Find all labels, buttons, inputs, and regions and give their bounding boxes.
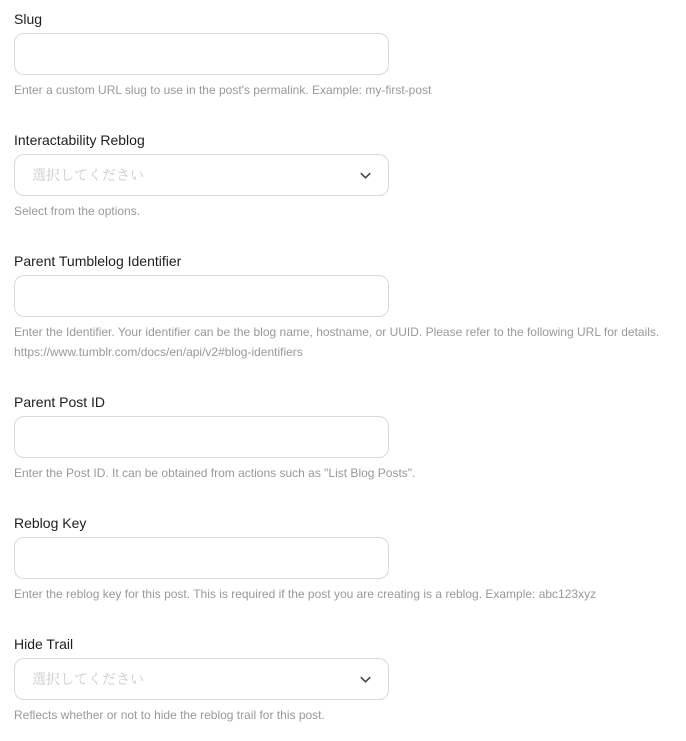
parent-tumblelog-identifier-label: Parent Tumblelog Identifier xyxy=(14,253,182,269)
hide-trail-label: Hide Trail xyxy=(14,636,74,652)
slug-input[interactable] xyxy=(14,33,389,75)
parent-post-id-helper-text: Enter the Post ID. It can be obtained from actions such as "List Blog Posts". xyxy=(14,466,416,480)
field-group-hide-trail xyxy=(14,634,672,725)
slug-label: Slug xyxy=(14,11,43,27)
parent-post-id-input[interactable] xyxy=(14,416,389,458)
interactability-reblog-label: Interactability Reblog xyxy=(14,132,145,148)
select-placeholder: 選択してください xyxy=(32,671,144,687)
reblog-key-input[interactable] xyxy=(14,537,389,579)
field-group-parent-tumblelog-identifier xyxy=(14,251,672,362)
chevron-down-icon xyxy=(357,167,373,183)
field-group-interactability-reblog xyxy=(14,130,672,221)
field-group-slug xyxy=(14,9,672,100)
hide-trail-helper-text: Reflects whether or not to hide the reblog trail for this post. xyxy=(14,708,325,722)
reblog-key-label: Reblog Key xyxy=(14,515,87,531)
interactability-reblog-select[interactable] xyxy=(14,154,389,196)
hide-trail-select[interactable] xyxy=(14,658,389,700)
reblog-key-helper-text: Enter the reblog key for this post. This is required if the post you are creating is a reblog. Example: abc123xyz xyxy=(14,587,597,601)
slug-helper-text: Enter a custom URL slug to use in the post's permalink. Example: my-first-post xyxy=(14,83,432,97)
field-group-reblog-key xyxy=(14,513,672,604)
select-placeholder: 選択してください xyxy=(32,167,144,183)
parent-tumblelog-identifier-helper-text xyxy=(14,322,672,362)
field-group-parent-post-id xyxy=(14,392,672,483)
chevron-down-icon xyxy=(357,671,373,687)
helper-line: Enter the Identifier. Your identifier can be the blog name, hostname, or UUID. Please refer to the following URL for details. xyxy=(14,325,660,339)
parent-post-id-label: Parent Post ID xyxy=(14,394,106,410)
interactability-reblog-helper-text: Select from the options. xyxy=(14,204,141,218)
parent-tumblelog-identifier-input[interactable] xyxy=(14,275,389,317)
helper-line: https://www.tumblr.com/docs/en/api/v2#blog-identifiers xyxy=(14,345,303,359)
